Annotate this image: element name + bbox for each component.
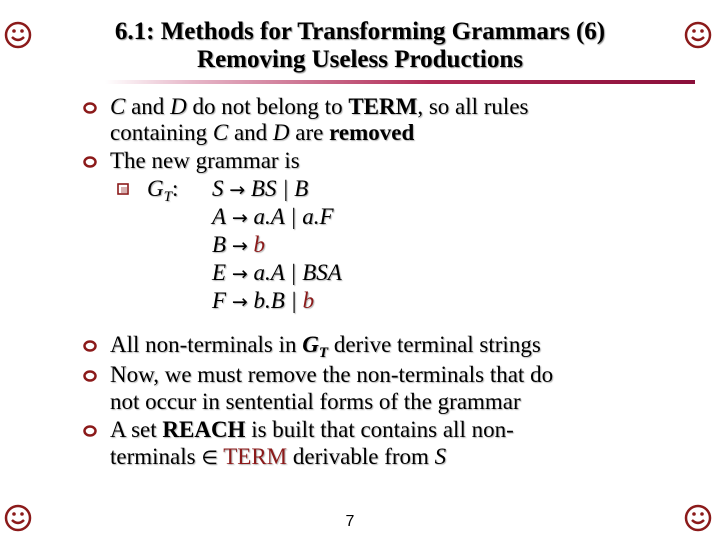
slide-title	[60, 18, 660, 74]
arrow-icon: →	[231, 235, 248, 257]
smiley-face-icon	[683, 503, 713, 533]
grammar-rule-a: A → a.A | a.F	[212, 204, 334, 229]
square-bullet-icon	[117, 183, 129, 195]
grammar-rule-s: S → BS | B	[212, 176, 309, 201]
element-of-symbol: ∈	[201, 447, 218, 469]
bullet-1-line-2: containing C and D are removed	[110, 120, 415, 145]
bullet-3-text: All non-terminals in $G_T$ derive terminal strings	[110, 332, 541, 361]
bullet-5-line-2: terminals ∈ TERM derivable from S	[110, 444, 447, 469]
arrow-icon: →	[229, 179, 246, 201]
bullet-2-text: The new grammar is	[110, 148, 300, 173]
ring-bullet-icon	[83, 339, 97, 353]
bullet-5-line-1: A set REACH is built that contains all non-	[110, 417, 514, 442]
smiley-face-icon	[3, 20, 33, 50]
page-number: 7	[345, 513, 355, 530]
arrow-icon: →	[231, 291, 248, 313]
grammar-rule-b: B → b	[212, 232, 265, 257]
title-line-2: Removing Useless Productions	[197, 46, 523, 73]
title-divider	[105, 80, 695, 84]
ring-bullet-icon	[83, 101, 97, 115]
grammar-rule-e: E → a.A | BSA	[212, 260, 342, 285]
ring-bullet-icon	[83, 424, 97, 438]
arrow-icon: →	[231, 207, 248, 229]
title-line-1: 6.1: Methods for Transforming Grammars (6)	[114, 18, 606, 45]
bullet-4-line-1: Now, we must remove the non-terminals that do	[110, 362, 554, 387]
grammar-rule-f: F → b.B | b	[212, 288, 315, 313]
smiley-face-icon	[3, 503, 33, 533]
bullet-1-line-1: C and D do not belong to TERM, so all rules	[110, 94, 529, 119]
ring-bullet-icon	[83, 155, 97, 169]
smiley-face-icon	[683, 20, 713, 50]
ring-bullet-icon	[83, 369, 97, 383]
arrow-icon: →	[231, 263, 248, 285]
grammar-name: $G_T$:	[147, 176, 179, 205]
bullet-4-line-2: not occur in sentential forms of the grammar	[110, 389, 521, 414]
